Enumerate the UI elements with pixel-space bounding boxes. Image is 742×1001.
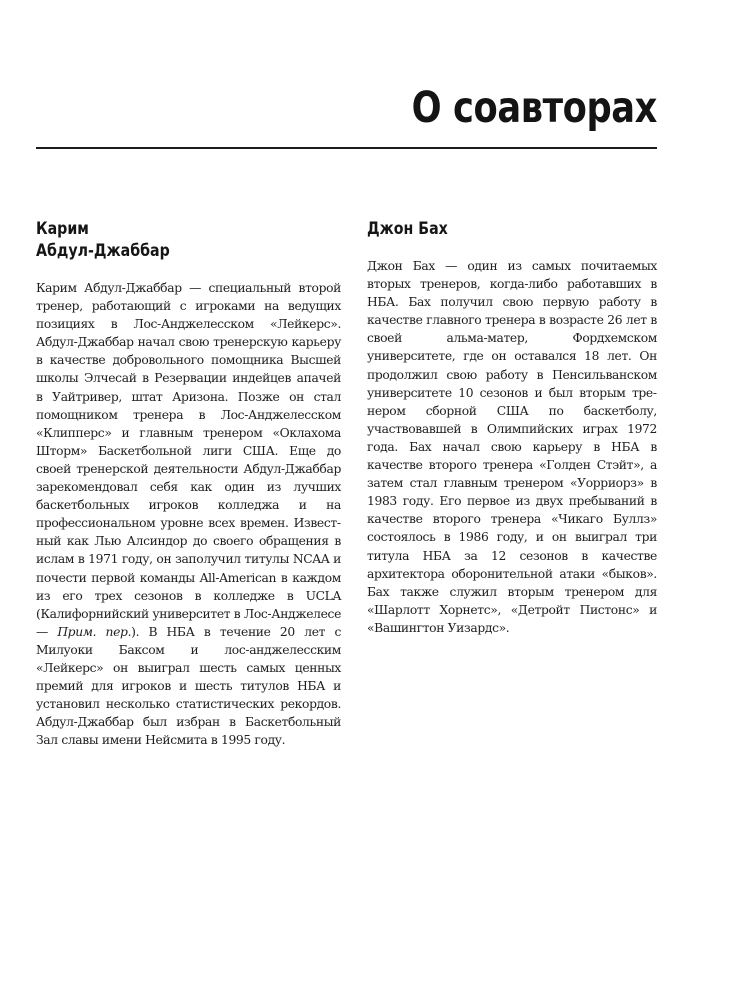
author-name-line-1: Джон Бах — [367, 219, 448, 238]
author-name — [36, 218, 298, 262]
author-name-line-2: Абдул-Джаббар — [36, 241, 170, 260]
author-bio — [36, 279, 341, 749]
title-rule — [36, 147, 657, 149]
page-title: О соавторах — [411, 83, 657, 133]
author-bio-text: Карим Абдул-Джаббар — специальный второй тренер, работающий с игроками на ведущих позициях в Лос-Анджелесском «Лейкерс». Абдул-Джаббар начал свою тренерскую карьеру в качестве добровольного помощника Высшей школы Элчесай в Резервации индейцев апачей в Уайтривер, штат Аризона. Позже он стал помощником тренера в Лос-Анджелесском «Клипперс» и главным тренером «Оклахома Шторм» Баскетбольной лиги США. Еще до своей тренерской деятельности Абдул-Джаббар зарекомендовал себя как один из лучших баскетбольных игроков колледжа и на профессиональном уровне всех времен. Известный как Лью Алсиндор до своего обращения в ислам в 1971 году, он заполучил титулы NCAA и почести первой команды All-American в каждом из его трех сезонов в колледже в UCLA (Калифорнийский университет в Лос-Анджелесе — — [36, 281, 341, 639]
translator-note: Прим. пер. — [57, 624, 132, 639]
author-section-right — [367, 218, 657, 637]
author-section-left — [36, 218, 341, 749]
author-bio-text-continued: ). В НБА в течение 20 лет с Милуоки Баксом и лос-анджелесским «Лейкерс» он выиграл шесть самых ценных премий для игроков и шесть титулов НБА и установил несколько статистических рекордов. Абдул-Джаббар был избран в Баскетбольный Зал славы имени Нейсмита в 1995 году. — [36, 624, 341, 748]
author-name — [367, 218, 616, 240]
author-name-line-1: Карим — [36, 219, 89, 238]
author-bio: Джон Бах — один из самых почитаемых вторых тренеров, когда-либо работавших в НБА. Бах получил свою первую работу в качестве главного тренера в возрасте 26 лет в своей альма-матер, Фордхемском университете, где он оставался 18 лет. Он продолжил свою работу в Пенсильванском университете 10 сезонов и был вторым тренером сборной США по баскетболу, участвовавшей в Олимпийских играх 1972 года. Бах начал свою карьеру в НБА в качестве второго тренера «Голден Стэйт», а затем стал главным тренером «Уорриорз» в 1983 году. Его первое из двух пребываний в качестве второго тренера «Чикаго Буллз» состоялось в 1986 году, и он выиграл три титула НБА за 12 сезонов в качестве архитектора оборонительной атаки «быков». Бах также служил вторым тренером для «Шарлотт Хорнетс», «Детройт Пистонс» и «Вашингтон Уизардс». — [367, 259, 657, 635]
